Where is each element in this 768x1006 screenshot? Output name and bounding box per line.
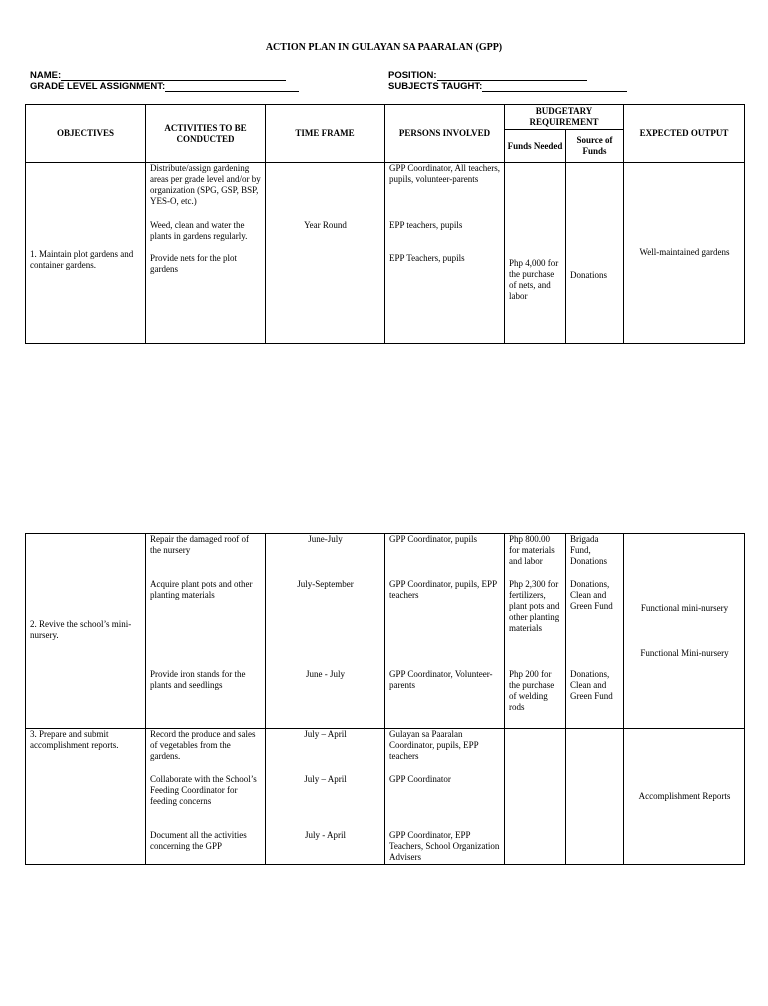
header-budgetary-requirement: BUDGETARY REQUIREMENT <box>505 105 624 130</box>
person-text: GPP Coordinator <box>389 774 451 784</box>
grade-level-blank[interactable] <box>165 81 299 92</box>
header-time-frame: TIME FRAME <box>266 105 385 163</box>
action-plan-table-2 <box>25 533 745 865</box>
grade-level-field <box>30 81 299 92</box>
person-text: GPP Coordinator, Volunteer-parents <box>389 669 493 690</box>
funds-text: Php 200 for the purchase of welding rods <box>509 669 555 712</box>
objective-1-activities <box>146 163 266 344</box>
activity-text: Distribute/assign gardening areas per grade level and/or by organization (SPG, GSP, BSP, YES-O, etc.) <box>150 163 261 206</box>
activity-text: Collaborate with the School’s Feeding Coordinator for feeding concerns <box>150 774 257 806</box>
activity-text: Acquire plant pots and other planting materials <box>150 579 253 600</box>
objective-1-funds: Php 4,000 for the purchase of nets, and labor <box>505 163 566 344</box>
objective-3-cell: 3. Prepare and submit accomplishment reports. <box>26 729 146 865</box>
action-plan-table-1 <box>25 104 745 344</box>
objective-2-funds <box>505 534 566 729</box>
activity-text: Document all the activities concerning the GPP <box>150 830 247 851</box>
person-text: GPP Coordinator, pupils, EPP teachers <box>389 579 497 600</box>
objective-1-cell: 1. Maintain plot gardens and container gardens. <box>26 163 146 344</box>
objective-3-output: Accomplishment Reports <box>624 729 745 865</box>
header-source-of-funds: Source of Funds <box>566 130 624 163</box>
objective-2-source <box>566 534 624 729</box>
header-funds-needed: Funds Needed <box>505 130 566 163</box>
header-objectives: OBJECTIVES <box>26 105 146 163</box>
activity-text: Weed, clean and water the plants in gardens regularly. <box>150 220 248 241</box>
person-text: GPP Coordinator, All teachers, pupils, volunteer-parents <box>389 163 501 184</box>
time-frame-text: July – April <box>304 774 347 784</box>
funds-text: Php 2,300 for fertilizers, plant pots and other planting materials <box>509 579 560 633</box>
name-label: NAME: <box>30 70 62 81</box>
objective-2-activities <box>146 534 266 729</box>
objective-3-time-frame <box>266 729 385 865</box>
objective-2-cell: 2. Revive the school’s mini-nursery. <box>26 534 146 729</box>
funds-text: Php 800.00 for materials and labor <box>509 534 555 566</box>
objective-3-source <box>566 729 624 865</box>
output-text: Functional Mini-nursery <box>640 648 729 658</box>
activity-text: Record the produce and sales of vegetables from the gardens. <box>150 729 256 761</box>
objective-3-funds <box>505 729 566 865</box>
time-frame-text: July - April <box>304 830 346 840</box>
position-field <box>388 70 587 81</box>
person-text: Gulayan sa Paaralan Coordinator, pupils, EPP teachers <box>389 729 479 761</box>
objective-1-time-frame: Year Round <box>266 163 385 344</box>
person-text: EPP teachers, pupils <box>389 220 463 230</box>
document-title: ACTION PLAN IN GULAYAN SA PAARALAN (GPP) <box>265 42 503 53</box>
position-label: POSITION: <box>388 70 437 81</box>
source-text: Brigada Fund, Donations <box>570 534 607 566</box>
activity-text: Provide iron stands for the plants and seedlings <box>150 669 246 690</box>
person-text: EPP Teachers, pupils <box>389 253 465 263</box>
position-blank[interactable] <box>437 70 587 81</box>
objective-3-activities <box>146 729 266 865</box>
header-activities: ACTIVITIES TO BE CONDUCTED <box>146 105 266 163</box>
time-frame-text: July-September <box>297 579 354 589</box>
subjects-label: SUBJECTS TAUGHT: <box>388 81 483 92</box>
activity-text: Provide nets for the plot gardens <box>150 253 237 274</box>
person-text: GPP Coordinator, pupils <box>389 534 478 544</box>
objective-2-persons <box>385 534 505 729</box>
person-text: GPP Coordinator, EPP Teachers, School Organization Advisers <box>389 830 500 862</box>
objective-3-persons <box>385 729 505 865</box>
subjects-field <box>388 81 627 92</box>
grade-level-label: GRADE LEVEL ASSIGNMENT: <box>30 81 166 92</box>
activity-text: Repair the damaged roof of the nursery <box>150 534 249 555</box>
objective-2-output <box>624 534 745 729</box>
output-text: Functional mini-nursery <box>640 603 729 613</box>
source-text: Donations, Clean and Green Fund <box>570 579 613 611</box>
objective-1-output: Well-maintained gardens <box>624 163 745 344</box>
objective-2-time-frame <box>266 534 385 729</box>
time-frame-text: July – April <box>304 729 347 739</box>
header-persons-involved: PERSONS INVOLVED <box>385 105 505 163</box>
time-frame-text: June - July <box>306 669 345 679</box>
name-field <box>30 70 286 81</box>
objective-1-persons <box>385 163 505 344</box>
name-blank[interactable] <box>61 70 286 81</box>
time-frame-text: June-July <box>308 534 343 544</box>
objective-1-source: Donations <box>566 163 624 344</box>
source-text: Donations, Clean and Green Fund <box>570 669 613 701</box>
subjects-blank[interactable] <box>482 81 627 92</box>
header-expected-output: EXPECTED OUTPUT <box>624 105 745 163</box>
